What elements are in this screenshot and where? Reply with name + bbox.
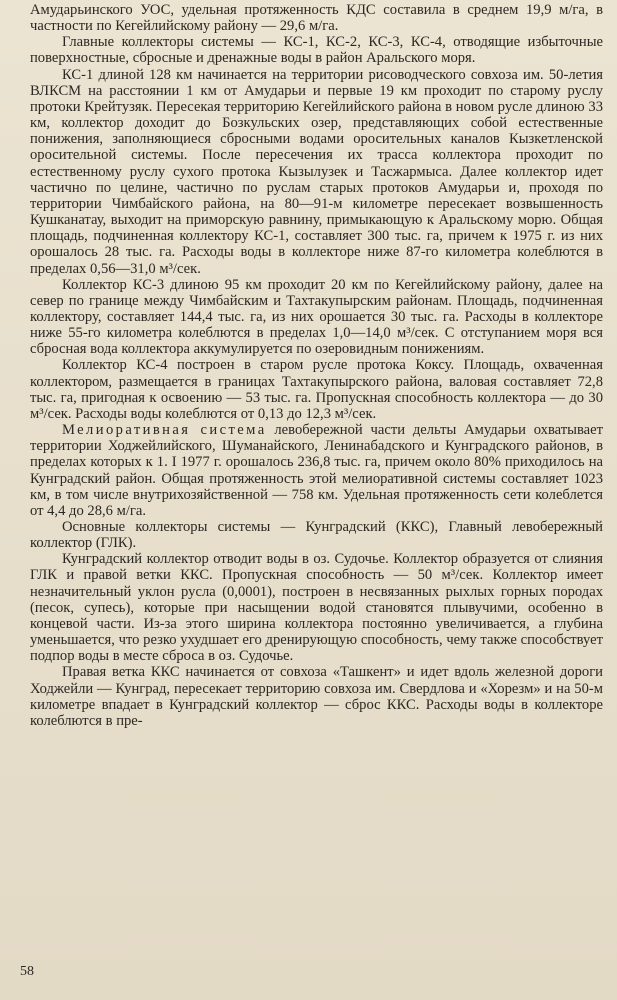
paragraph-ks4: Коллектор КС-4 построен в старом русле протока Коксу. Площадь, охваченная коллектором, размещается в границах Тахтакупырского района, валовая составляет 72,8 тыс. га, пригодная к освоению — 53 тыс. га. Пропускная способность коллектора — до 30 м³/сек. Расходы воды колеблются от 0,13 до 12,3 м³/сек. (30, 357, 603, 422)
page-number: 58 (20, 964, 34, 979)
paragraph-left-bank-system (30, 422, 603, 519)
paragraph-ks1: КС-1 длиной 128 км начинается на территории рисоводческого совхоза им. 50-летия ВЛКСМ на расстоянии 1 км от Амударьи и первые 19 км проходит по старому руслу протоки Крейтузяк. Пересекая территорию Кегейлийского района в новом русле длиною 33 км, коллектор доходит до Бозкульских озер, представляющих собой естественные понижения, заполняющиеся сбросными водами оросительных каналов Кызкетленской оросительной системы. После пересечения их трасса коллектора проходит по естественному руслу сухого протока Кызылузек и Тасжармыса. Далее коллектор идет частично по целине, частично по руслам старых протоков Амударьи и, проходя по территории Чимбайского района, на 80—91-м километре пересекает возвышенность Кушканатау, выходит на приморскую равнину, примыкающую к Аральскому морю. Общая площадь, подчиненная коллектору КС-1, составляет 300 тыс. га, причем к 1975 г. из них орошалось 28 тыс. га. Расходы воды в коллекторе ниже 87-го километра колеблются в пределах 0,56—31,0 м³/сек. (30, 66, 603, 277)
paragraph-left-bank-text: левобережной части дельты Амударьи охватывает территории Ходжейлийского, Шуманайского, Ленинабадского и Кунградского районов, в пределах которых к 1. I 1977 г. орошалось 236,8 тыс. га, причем около 80% приходилось на Кунградский район. Общая протяженность этой мелиоративной системы составляет 1023 км, в том числе внутрихозяйственной — 758 км. Удельная протяженность сети колеблется от 4,4 до 28,6 м/га. (30, 422, 603, 519)
paragraph-ks3: Коллектор КС-3 длиною 95 км проходит 20 км по Кегейлийскому району, далее на север по границе между Чимбайским и Тахтакупырским районам. Площадь, подчиненная коллектору, составляет 144,4 тыс. га, из них орошается 30 тыс. га. Расходы в коллекторе ниже 55-го километра колеблются в пределах 1,0—14,0 м³/сек. С отступанием моря вся сбросная вода коллектора аккумулируется по озеровидным понижениям. (30, 276, 603, 358)
paragraph-main-collectors: Главные коллекторы системы — КС-1, КС-2, КС-3, КС-4, отводящие избыточные поверхностные, сбросные и дренажные воды в район Аральского моря. (30, 34, 603, 67)
paragraph-main-system-collectors: Основные коллекторы системы — Кунградский (ККС), Главный левобережный коллектор (ГЛК). (30, 519, 603, 552)
body-text (30, 2, 603, 729)
paragraph-continued: Амударьинского УОС, удельная протяженность КДС составила в среднем 19,9 м/га, в частности по Кегейлийскому району — 29,6 м/га. (30, 2, 603, 35)
paragraph-kungrad-collector: Кунградский коллектор отводит воды в оз. Судочье. Коллектор образуется от слияния ГЛК и правой ветки ККС. Пропускная способность — 50 м³/сек. Коллектор имеет незначительный уклон русла (0,0001), построен в несвязанных рыхлых горных породах (песок, супесь), которые при насыщении водой становятся плывучими, особенно в концевой части. Из-за этого ширина коллектора постоянно увеличивается, а глубина уменьшается, что резко ухудшает его дренирующую способность, чему также способствует подпор воды в месте сброса в оз. Судочье. (30, 551, 603, 665)
spaced-lead-term: Мелиоративная система (62, 422, 267, 439)
paragraph-right-branch: Правая ветка ККС начинается от совхоза «Ташкент» и идет вдоль железной дороги Ходжейли — Кунград, пересекает территорию совхоза им. Свердлова и «Хорезм» и на 50-м километре впадает в Кунградский коллектор — сброс ККС. Расходы воды в коллекторе колеблются в пре- (30, 664, 603, 729)
